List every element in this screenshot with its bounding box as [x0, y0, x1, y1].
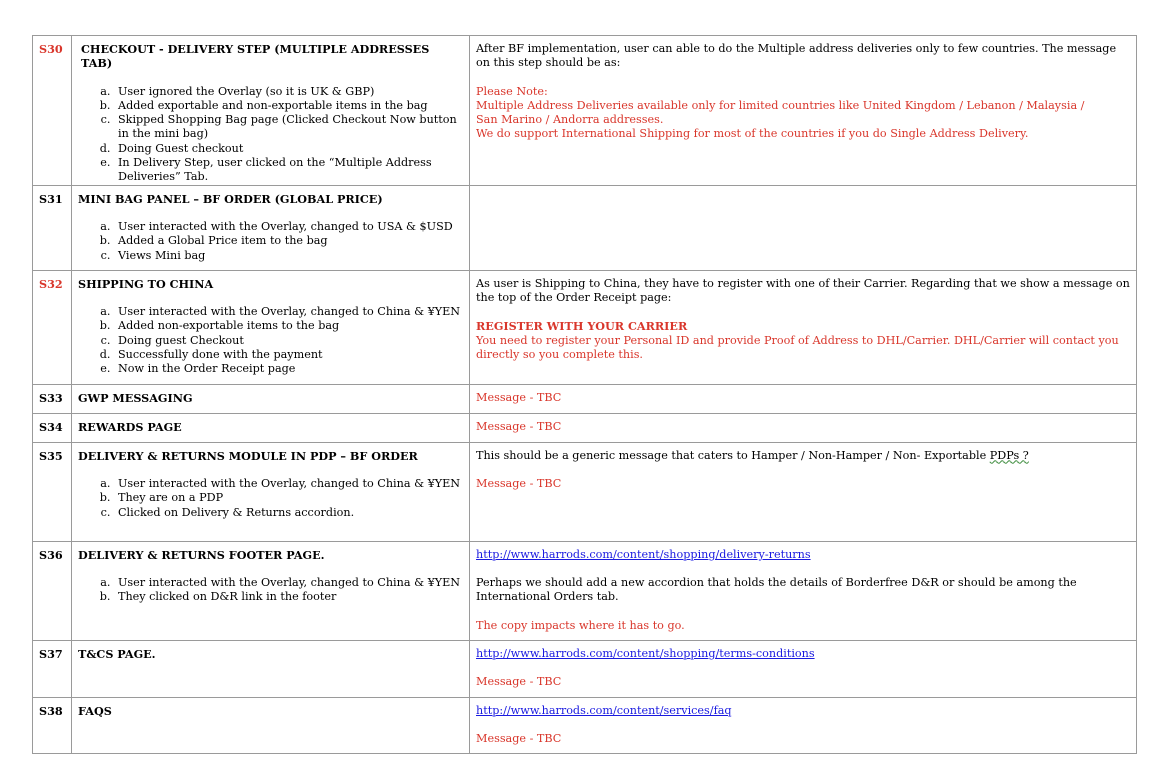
scenario-cell	[72, 413, 470, 442]
scenario-cell	[72, 541, 470, 640]
steps-list	[78, 85, 463, 185]
faq-link[interactable]: http://www.harrods.com/content/services/faq	[476, 703, 732, 717]
list-item: a. User interacted with the Overlay, changed to China & ¥YEN	[114, 305, 463, 319]
message-body: You need to register your Personal ID and provide Proof of Address to DHL/Carrier. DHL/Carrier will contact you directly so you complete this.	[476, 333, 1119, 361]
scenario-cell	[72, 442, 470, 541]
delivery-returns-link[interactable]: http://www.harrods.com/content/shopping/delivery-returns	[476, 547, 811, 561]
list-item: b. Added a Global Price item to the bag	[114, 234, 463, 248]
message-cell	[470, 442, 1137, 541]
message-intro	[476, 449, 1130, 463]
note-line: We do support International Shipping for most of the countries if you do Single Address Delivery.	[476, 127, 1029, 141]
scenario-cell	[72, 270, 470, 384]
message-tbc: Message - TBC	[476, 390, 562, 404]
table-row	[33, 442, 1137, 541]
scenario-id: S32	[33, 270, 72, 384]
table-row	[33, 413, 1137, 442]
list-item: b. Added non-exportable items to the bag	[114, 319, 463, 333]
scenario-title: SHIPPING TO CHINA	[78, 276, 214, 291]
scenario-title: DELIVERY & RETURNS MODULE IN PDP – BF ORDER	[78, 448, 418, 463]
steps-list	[78, 477, 463, 520]
scenario-id: S34	[33, 413, 72, 442]
list-item: a. User ignored the Overlay (so it is UK & GBP)	[114, 85, 463, 99]
table-row	[33, 541, 1137, 640]
message-tbc: Message - TBC	[476, 731, 562, 745]
scenario-title: DELIVERY & RETURNS FOOTER PAGE.	[78, 547, 325, 562]
scenario-id: S35	[33, 442, 72, 541]
list-item: a. User interacted with the Overlay, changed to USA & $USD	[114, 220, 463, 234]
table-row	[33, 640, 1137, 697]
spellcheck-word: PDPs ?	[989, 448, 1029, 462]
list-item: d. Successfully done with the payment	[114, 348, 463, 362]
message-intro: After BF implementation, user can able to do the Multiple address deliveries only to few countries. The message on this step should be as:	[476, 42, 1117, 70]
message-intro: As user is Shipping to China, they have to register with one of their Carrier. Regarding that we show a message on the top of the Order Receipt page:	[476, 276, 1130, 304]
scenario-cell	[72, 384, 470, 413]
list-item: d. Doing Guest checkout	[114, 142, 463, 156]
list-item: e. Now in the Order Receipt page	[114, 362, 463, 376]
scenario-title: REWARDS PAGE	[78, 419, 182, 434]
scenario-title: CHECKOUT - DELIVERY STEP (MULTIPLE ADDRESSES TAB)	[81, 42, 430, 71]
scenario-cell	[72, 185, 470, 270]
message-cell	[470, 413, 1137, 442]
scenario-id: S31	[33, 185, 72, 270]
list-item: a. User interacted with the Overlay, changed to China & ¥YEN	[114, 477, 463, 491]
scenario-id: S36	[33, 541, 72, 640]
table-row	[33, 270, 1137, 384]
list-item: c. Views Mini bag	[114, 249, 463, 263]
scenario-id: S33	[33, 384, 72, 413]
message-cell	[470, 640, 1137, 697]
table-row	[33, 185, 1137, 270]
message-cell	[470, 541, 1137, 640]
scenario-cell	[72, 36, 470, 186]
scenario-title: FAQS	[78, 703, 112, 718]
note-line: Multiple Address Deliveries available only for limited countries like United Kingdom / Lebanon / Malaysia /	[476, 98, 1085, 112]
scenario-cell	[72, 640, 470, 697]
message-body: Perhaps we should add a new accordion that holds the details of Borderfree D&R or should be among the International Orders tab.	[476, 575, 1077, 604]
note-label: Please Note:	[476, 84, 548, 98]
scenario-title: GWP MESSAGING	[78, 390, 193, 405]
message-note: The copy impacts where it has to go.	[476, 618, 685, 632]
steps-list	[78, 576, 463, 605]
note-line: San Marino / Andorra addresses.	[476, 113, 664, 127]
list-item: c. Clicked on Delivery & Returns accordion.	[114, 506, 463, 520]
message-cell	[470, 384, 1137, 413]
list-item: c. Skipped Shopping Bag page (Clicked Checkout Now button in the mini bag)	[114, 113, 463, 142]
list-item: b. They clicked on D&R link in the footer	[114, 590, 463, 604]
table-row	[33, 36, 1137, 186]
scenario-title: MINI BAG PANEL – BF ORDER (GLOBAL PRICE)	[78, 191, 383, 206]
scenario-id: S37	[33, 640, 72, 697]
list-item: c. Doing guest Checkout	[114, 334, 463, 348]
message-cell	[470, 270, 1137, 384]
scenario-id: S38	[33, 697, 72, 753]
terms-conditions-link[interactable]: http://www.harrods.com/content/shopping/terms-conditions	[476, 646, 815, 660]
message-tbc: Message - TBC	[476, 674, 562, 688]
scenario-table	[32, 35, 1137, 754]
list-item: e. In Delivery Step, user clicked on the “Multiple Address Deliveries” Tab.	[114, 156, 463, 185]
list-item: b. Added exportable and non-exportable items in the bag	[114, 99, 463, 113]
steps-list	[78, 305, 463, 376]
steps-list	[78, 220, 463, 263]
message-cell	[470, 697, 1137, 753]
message-heading: REGISTER WITH YOUR CARRIER	[476, 319, 688, 334]
list-item: a. User interacted with the Overlay, changed to China & ¥YEN	[114, 576, 463, 590]
scenario-id: S30	[33, 36, 72, 186]
table-row	[33, 384, 1137, 413]
table-row	[33, 697, 1137, 753]
message-tbc: Message - TBC	[476, 419, 562, 433]
message-intro-text: This should be a generic message that caters to Hamper / Non-Hamper / Non- Exportable	[476, 448, 990, 462]
message-cell	[470, 36, 1137, 186]
scenario-title: T&CS PAGE.	[78, 646, 156, 661]
message-tbc: Message - TBC	[476, 476, 562, 490]
message-cell	[470, 185, 1137, 270]
list-item: b. They are on a PDP	[114, 491, 463, 505]
scenario-cell	[72, 697, 470, 753]
